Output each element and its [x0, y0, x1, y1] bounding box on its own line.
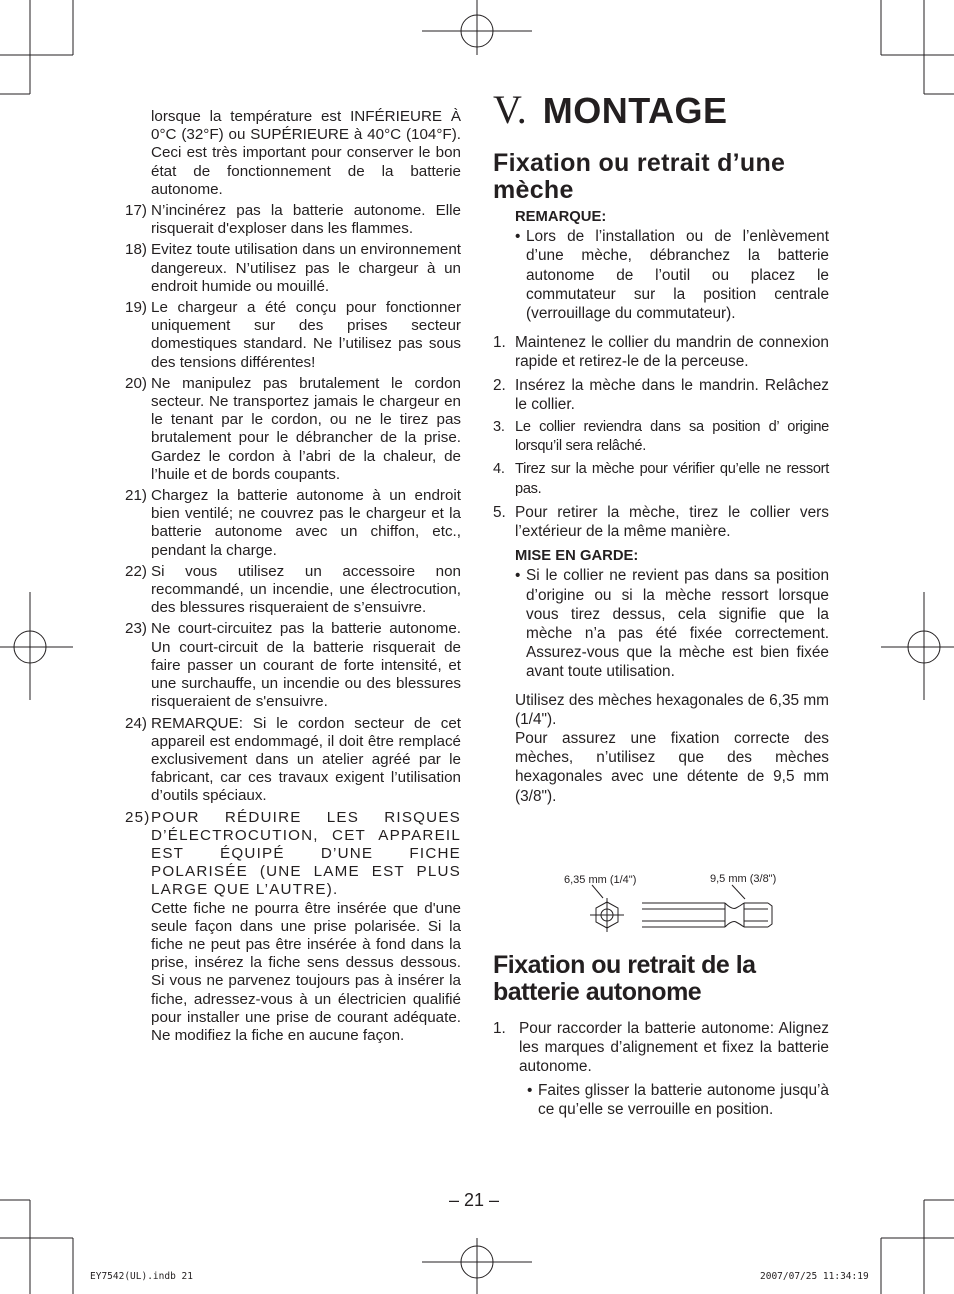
safety-item	[125, 299, 461, 372]
step-text: Maintenez le collier du mandrin de connexion rapide et retirez-le de la perceuse.	[515, 334, 829, 371]
caution-bullet	[493, 566, 829, 681]
step-number: 3.	[493, 419, 505, 436]
remarque-text: Lors de l’installation ou de l’enlèvement d’une mèche, débranchez la batterie autonome de l’outil ou placez le commutateur sur la position centrale (verrouillage du commutateur).	[526, 228, 829, 323]
safety-item	[125, 487, 461, 560]
safety-item	[125, 202, 461, 238]
safety-item-number: 22)	[125, 562, 147, 580]
intro-paragraph: lorsque la température est INFÉRIEURE À 0°C (32°F) ou SUPÉRIEURE à 40°C (104°F). Ceci est très important pour conserver le bon état de fonctionnement de la batterie autonome.	[151, 108, 461, 198]
battery-step-text: Pour raccorder la batterie autonome: Alignez les marques d’alignement et fixez la batterie autonome.	[519, 1020, 829, 1076]
safety-item-text: Chargez la batterie autonome à un endroit bien ventilé; ne couvrez pas le chargeur et la batterie autonome avec un chiffon, etc., pendant la charge.	[151, 487, 461, 559]
step-item	[493, 503, 829, 541]
hex-bit-para-2: Pour assurez une fixation correcte des mèches, n’utilisez que des mèches hexagonales avec une détente de 9,5 mm (3/8").	[515, 730, 829, 805]
hex-bit-para-1: Utilisez des mèches hexagonales de 6,35 mm (1/4").	[515, 691, 829, 728]
safety-item-text: Evitez toute utilisation dans un environnement dangereux. N’utilisez pas le chargeur à un endroit humide ou mouillé.	[151, 241, 461, 295]
bullet-dot: •	[527, 1081, 533, 1099]
safety-item-number: 25)	[125, 808, 151, 826]
step-item	[493, 376, 829, 414]
step-text: Insérez la mèche dans le mandrin. Relâchez le collier.	[515, 376, 829, 413]
step-item	[493, 460, 829, 498]
right-column	[493, 87, 829, 806]
battery-bullet	[493, 1081, 829, 1119]
step-number: 1.	[493, 334, 506, 352]
step-item	[493, 418, 829, 456]
footer-timestamp: 2007/07/25 11:34:19	[760, 1271, 869, 1282]
step-number: 4.	[493, 461, 505, 478]
bullet-dot: •	[515, 228, 521, 246]
battery-bullet-text: Faites glisser la batterie autonome jusqu’à ce qu’elle se verrouille en position.	[538, 1081, 829, 1118]
safety-item-text: Si vous utilisez un accessoire non recommandé, un incendie, une électrocution, des blessures risqueraient de s’ensuivre.	[151, 562, 461, 617]
chapter-title: MONTAGE	[542, 90, 728, 131]
safety-item	[125, 241, 461, 296]
safety-item	[125, 715, 461, 806]
steps-list	[493, 333, 829, 541]
step-number: 2.	[493, 376, 506, 394]
safety-item	[125, 375, 461, 484]
item-25-extra: Cette fiche ne pourra être insérée que d'une seule façon dans une prise polarisée. Si la fiche ne peut pas être insérée à fond dans la prise, insérez la fiche sens dessus dessous. Si vous ne parvenez toujours pas à insérer la fiche, adressez-vous à un électricien qualifié pour installer une prise de courant adéquate. Ne modifiez la fiche en aucune façon.	[151, 899, 461, 1044]
safety-item-text: REMARQUE: Si le cordon secteur de cet appareil est endommagé, il doit être remplacé exclusivement dans un atelier agréé par le fabricant, car ces travaux exigent l’utilisation d’outils spéciaux.	[151, 714, 461, 805]
section-title-battery: Fixation ou retrait de la batterie autonome	[493, 951, 756, 1006]
safety-item-number: 23)	[125, 620, 147, 638]
battery-section	[493, 952, 829, 1119]
step-text: Le collier reviendra dans sa position d’ origine lorsqu’il sera relâché.	[515, 419, 829, 455]
safety-list	[125, 202, 461, 900]
bullet-dot: •	[515, 567, 521, 585]
battery-step	[493, 1019, 829, 1077]
safety-item-number: 18)	[125, 241, 147, 259]
step-item	[493, 333, 829, 371]
safety-item-text: Ne manipulez pas brutalement le cordon secteur. Ne transportez jamais le chargeur en le tenant par le cordon, ou ne le tirez pas brutalement pour le débrancher de la prise. Gardez le cordon à l’abri de la chaleur, de l’huile et de bords coupants.	[151, 374, 461, 483]
safety-item	[125, 563, 461, 618]
safety-item-number: 17)	[125, 202, 147, 220]
footer-file: EY7542(UL).indb 21	[90, 1271, 193, 1282]
caution-text: Si le collier ne revient pas dans sa position d’origine ou si la mèche ressort lorsque vous tirez dessus, cela signifie que la mèche n’a pas été fixée correctement. Assurez-vous que la mèche est bien fixée avant toute utilisation.	[526, 567, 829, 681]
safety-item-number: 24)	[125, 714, 147, 732]
figure-label-three-eighths: 9,5 mm (3/8")	[710, 873, 777, 885]
caution-label: MISE EN GARDE:	[515, 548, 639, 565]
safety-item-text: Ne court-circuitez pas la batterie autonome. Un court-circuit de la batterie risquerait de faire passer un courant de forte intensité, et une surchauffe, un incendie ou des blessures risqueraient de s'ensuivre.	[151, 620, 461, 711]
figure-label-quarter-inch: 6,35 mm (1/4")	[564, 874, 637, 886]
hex-bit-figure	[560, 870, 810, 932]
safety-item	[125, 620, 461, 711]
safety-item-text: Le chargeur a été conçu pour fonctionner uniquement sur des prises secteur domestiques standard. Ne l’utilisez pas sous des tensions différentes!	[151, 299, 461, 371]
safety-item-number: 20)	[125, 374, 147, 392]
safety-item-number: 21)	[125, 487, 147, 505]
safety-item-text: N’incinérez pas la batterie autonome. Elle risquerait d'exploser dans les flammes.	[151, 202, 461, 238]
chapter-number: V.	[493, 87, 527, 132]
remarque-label: REMARQUE:	[515, 209, 607, 225]
safety-item-text: POUR RÉDUIRE LES RISQUES D’ÉLECTROCUTION, CET APPAREIL EST ÉQUIPÉ D’UNE FICHE POLARISÉE (UNE LAME EST PLUS LARGE QUE L’AUTRE).	[151, 808, 461, 899]
left-column	[125, 108, 461, 1048]
safety-item-number: 19)	[125, 299, 147, 317]
hex-bit-drawing	[560, 870, 810, 932]
remarque-bullet	[493, 227, 829, 323]
step-text: Pour retirer la mèche, tirez le collier vers l’extérieur de la même manière.	[515, 503, 829, 541]
section-title-bit: Fixation ou retrait d’une mèche	[493, 149, 786, 204]
battery-step-number: 1.	[493, 1020, 506, 1037]
step-text: Tirez sur la mèche pour vérifier qu’elle ne ressort pas.	[515, 461, 829, 497]
page-number: – 21 –	[449, 1190, 500, 1210]
chapter-heading	[493, 87, 829, 150]
safety-item	[125, 809, 461, 900]
step-number: 5.	[493, 503, 506, 521]
